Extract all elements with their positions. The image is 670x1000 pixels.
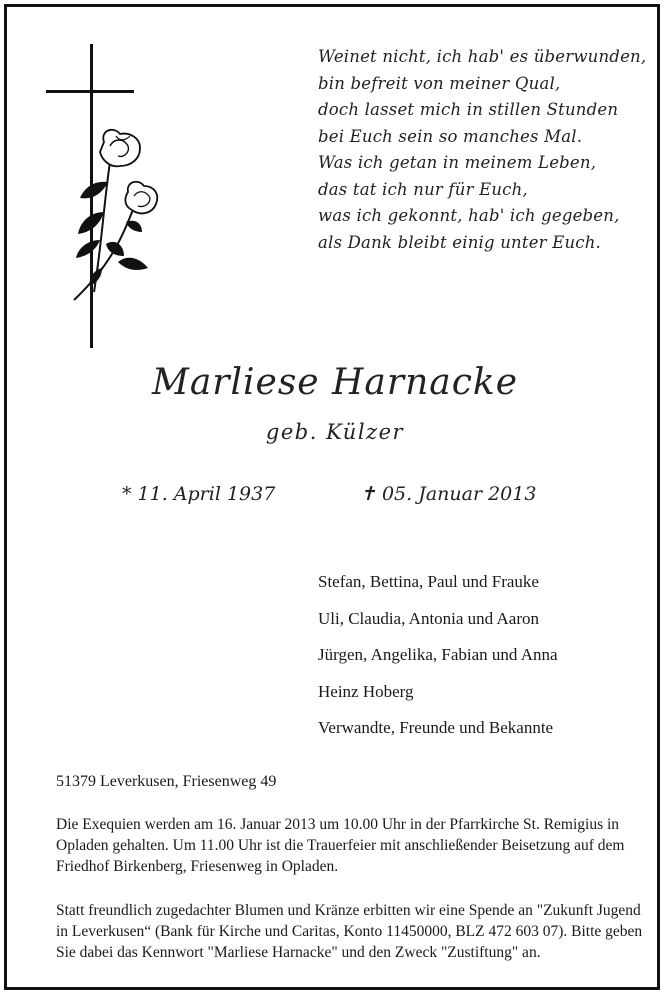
poem-line: was ich gekonnt, hab' ich gegeben,	[318, 206, 620, 225]
donation-request-paragraph: Statt freundlich zugedachter Blumen und Kränze erbitten wir eine Spende an "Zukunft Jugend in Leverkusen“ (Bank für Kirche und Caritas, Konto 11450000, BLZ 472 603 07). Bitte geben Sie dabei das Kennwort "Marliese Harnacke" und den Zweck "Zustiftung" an.	[56, 902, 643, 961]
address: 51379 Leverkusen, Friesenweg 49	[56, 773, 277, 790]
mourner-entry: Heinz Hoberg	[318, 681, 414, 701]
memorial-poem	[318, 44, 648, 256]
mourners-list	[318, 564, 558, 747]
poem-line: das tat ich nur für Euch,	[318, 179, 528, 199]
poem-line: doch lasset mich in stillen Stunden	[318, 100, 619, 119]
poem-line: Was ich getan in meinem Leben,	[318, 153, 597, 172]
mourner-entry: Stefan, Bettina, Paul und Frauke	[318, 572, 539, 591]
maiden-name: geb. Külzer	[265, 420, 405, 444]
funeral-details-paragraph: Die Exequien werden am 16. Januar 2013 um 10.00 Uhr in der Pfarrkirche St. Remigius in Opladen gehalten. Um 11.00 Uhr ist die Trauerfeier mit anschließender Beisetzung auf dem Friedhof Birkenberg, Friesenweg in Opladen.	[56, 816, 625, 875]
mourner-entry: Uli, Claudia, Antonia und Aaron	[318, 608, 539, 628]
mourner-entry: Jürgen, Angelika, Fabian und Anna	[318, 645, 558, 664]
poem-line: bin befreit von meiner Qual,	[318, 73, 561, 93]
death-date: ✝ 05. Januar 2013	[360, 483, 537, 505]
cross-with-roses-icon	[44, 42, 164, 352]
poem-line: bei Euch sein so manches Mal.	[318, 126, 583, 146]
mourner-entry: Verwandte, Freunde und Bekannte	[318, 718, 554, 737]
birth-date: * 11. April 1937	[122, 483, 276, 505]
deceased-name: Marliese Harnacke	[151, 362, 519, 403]
poem-line: Weinet nicht, ich hab' es überwunden,	[318, 47, 647, 66]
poem-line: als Dank bleibt einig unter Euch.	[318, 232, 601, 252]
